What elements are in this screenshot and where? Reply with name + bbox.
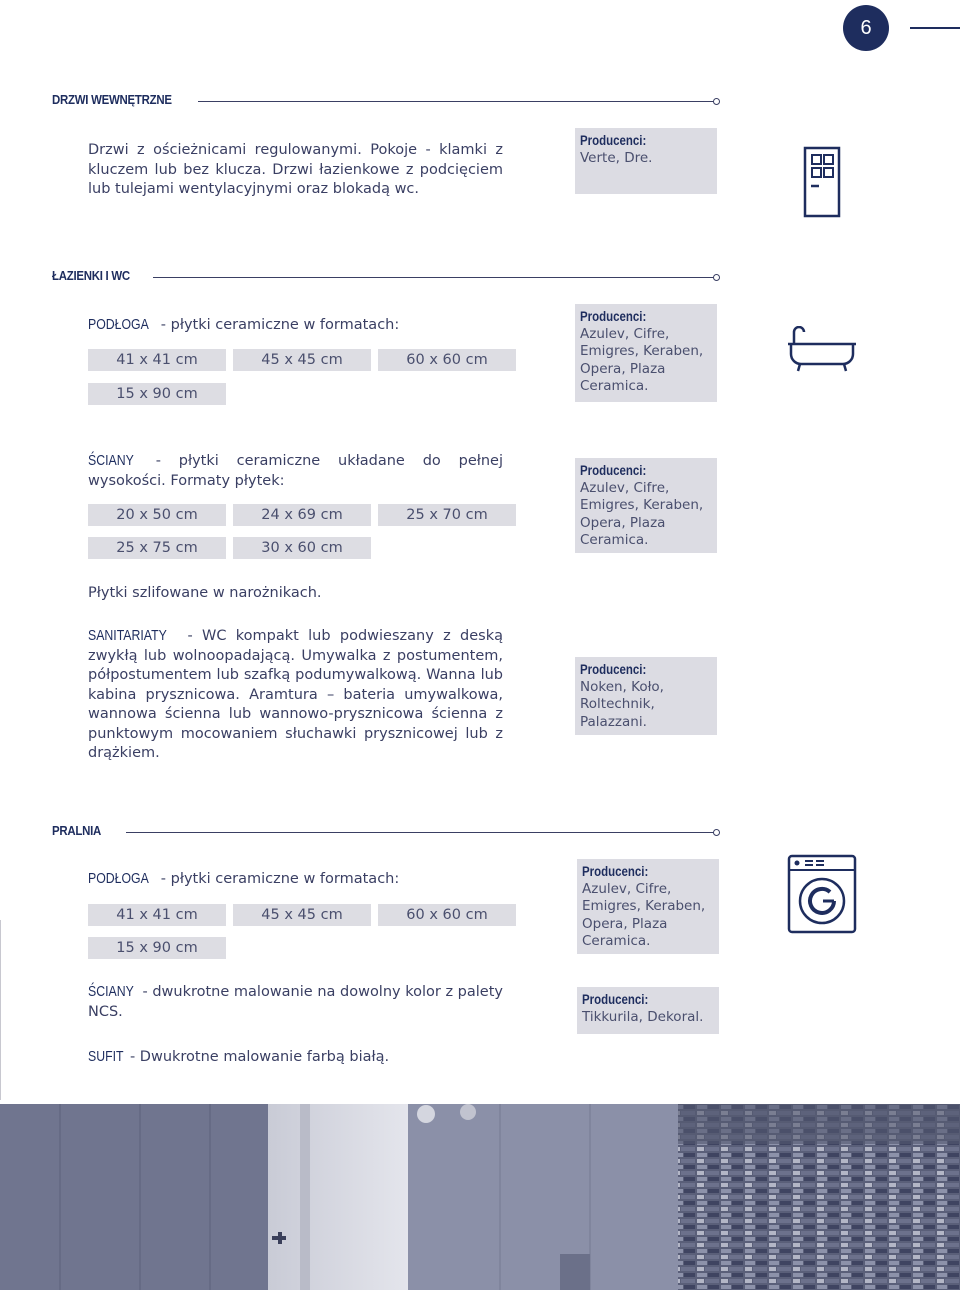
bathroom-floor-heading <box>88 315 508 336</box>
doors-description: Drzwi z ościeżnicami regulowanymi. Pokoje - klamki z kluczem lub bez klucza. Drzwi łazienkowe z podcięciem lub tulejami wentylacyjnymi oraz blokadą wc. <box>88 142 503 197</box>
section-divider-doors <box>198 101 715 102</box>
floor-keyword: PODŁOGA <box>88 870 149 887</box>
ceiling-text: - Dwukrotne malowanie farbą białą. <box>125 1049 390 1065</box>
section-divider-bathroom <box>153 277 715 278</box>
format-pill: 20 x 50 cm <box>88 504 226 526</box>
format-pill: 60 x 60 cm <box>378 349 516 371</box>
producers-list: Tikkurila, Dekoral. <box>582 1008 704 1025</box>
producers-label: Producenci: <box>580 662 647 677</box>
producers-list: Noken, Koło, Roltechnik, Palazzani. <box>580 678 664 730</box>
laundry-floor-heading <box>88 869 508 890</box>
sanitary-description <box>88 626 503 764</box>
producers-list: Azulev, Cifre, Emigres, Keraben, Opera, Plaza Ceramica. <box>580 479 704 548</box>
format-pill: 25 x 70 cm <box>378 504 516 526</box>
washing-machine-icon <box>787 854 857 934</box>
format-pill: 15 x 90 cm <box>88 937 226 959</box>
section-title-doors: DRZWI WEWNĘTRZNE <box>52 92 172 107</box>
section-title-bathroom: ŁAZIENKI I WC <box>52 268 130 283</box>
laundry-walls-producers-box <box>577 987 719 1034</box>
format-pill: 24 x 69 cm <box>233 504 371 526</box>
producers-list: Azulev, Cifre, Emigres, Keraben, Opera, Plaza Ceramica. <box>580 325 704 394</box>
format-pill: 15 x 90 cm <box>88 383 226 405</box>
page-edge-mark <box>0 920 1 1100</box>
tiles-note: Płytki szlifowane w narożnikach. <box>88 585 322 601</box>
producers-label: Producenci: <box>580 463 647 478</box>
ceiling-description <box>88 1047 503 1068</box>
sanitary-text: - WC kompakt lub podwieszany z deską zwykłą lub wolnoopadającą. Umywalka z postumentem, półpostumentem lub szafką podumywalkową. Wanna lub kabina prysznicowa. Aramtura – bateria umywalkowa, wannowa ścienna lub wannowo-prysznicowa ścienna z punktowym mocowaniem słuchawki prysznicowej lub z drążkiem. <box>88 628 503 761</box>
ceiling-keyword: SUFIT <box>88 1048 124 1065</box>
bathroom-floor-producers-box <box>575 304 717 402</box>
format-pill: 41 x 41 cm <box>88 904 226 926</box>
doors-producers-box <box>575 128 717 194</box>
format-pill: 45 x 45 cm <box>233 904 371 926</box>
section-divider-laundry <box>126 832 715 833</box>
walls-text: - dwukrotne malowanie na dowolny kolor z palety NCS. <box>88 984 503 1020</box>
sanitary-keyword: SANITARIATY <box>88 627 167 644</box>
walls-text: - płytki ceramiczne układane do pełnej wysokości. Formaty płytek: <box>88 453 503 489</box>
producers-list: Verte, Dre. <box>580 149 653 166</box>
producers-label: Producenci: <box>582 864 649 879</box>
bathroom-walls-producers-box <box>575 458 717 553</box>
producers-label: Producenci: <box>580 309 647 324</box>
producers-label: Producenci: <box>580 133 647 148</box>
walls-keyword: ŚCIANY <box>88 452 134 469</box>
laundry-walls-description <box>88 982 503 1022</box>
sanitary-producers-box <box>575 657 717 735</box>
format-pill: 45 x 45 cm <box>233 349 371 371</box>
format-pill: 41 x 41 cm <box>88 349 226 371</box>
bathtub-icon <box>786 326 858 374</box>
format-pill: 25 x 75 cm <box>88 537 226 559</box>
producers-list: Azulev, Cifre, Emigres, Keraben, Opera, Plaza Ceramica. <box>582 880 706 949</box>
floor-text: - płytki ceramiczne w formatach: <box>156 317 400 333</box>
page-number: 6 <box>843 5 889 51</box>
bathroom-interior-photo <box>0 1104 960 1290</box>
floor-keyword: PODŁOGA <box>88 316 149 333</box>
laundry-floor-producers-box <box>577 859 719 954</box>
walls-keyword: ŚCIANY <box>88 983 134 1000</box>
section-title-laundry: PRALNIA <box>52 823 102 838</box>
format-pill: 60 x 60 cm <box>378 904 516 926</box>
door-icon <box>803 146 841 218</box>
format-pill: 30 x 60 cm <box>233 537 371 559</box>
floor-text: - płytki ceramiczne w formatach: <box>156 871 400 887</box>
bathroom-walls-heading <box>88 451 503 491</box>
producers-label: Producenci: <box>582 992 649 1007</box>
page-number-rule <box>910 27 960 29</box>
